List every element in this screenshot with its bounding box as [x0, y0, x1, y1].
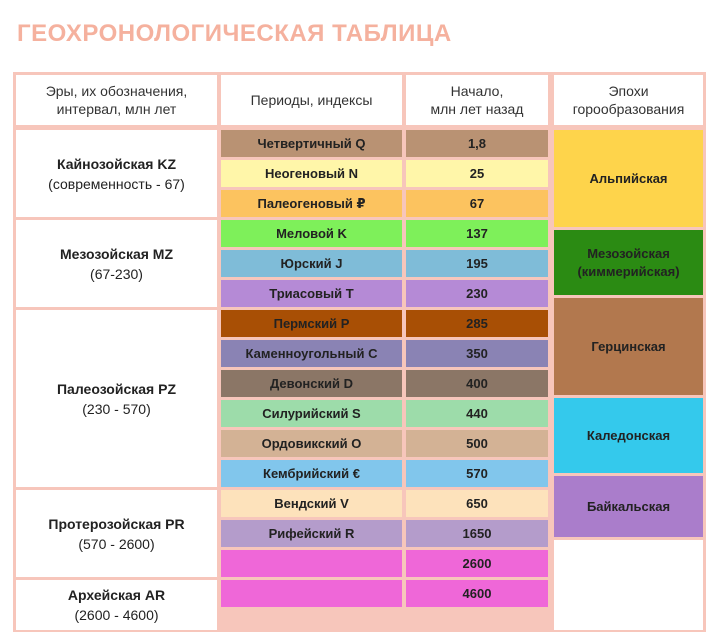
period-cell: Рифейский R: [221, 520, 402, 547]
period-start-cell: 1,8: [406, 130, 548, 157]
era-cell: [16, 310, 217, 487]
period-start-cell: 25: [406, 160, 548, 187]
era-range: (570 - 2600): [78, 535, 155, 552]
period-start-cell: 4600: [406, 580, 548, 607]
header-orogeny: Эпохи горообразования: [554, 75, 703, 125]
orogeny-cell: Герцинская: [554, 298, 703, 395]
era-cell: [16, 490, 217, 577]
period-cell: [221, 550, 402, 577]
orogeny-cell: [554, 540, 703, 630]
period-cell: Палеогеновый ₽: [221, 190, 402, 217]
period-cell: Вендский V: [221, 490, 402, 517]
era-cell: [16, 220, 217, 307]
period-cell: Неогеновый N: [221, 160, 402, 187]
period-cell: Меловой K: [221, 220, 402, 247]
era-range: (67-230): [90, 265, 143, 282]
page-title: ГЕОХРОНОЛОГИЧЕСКАЯ ТАБЛИЦА: [17, 20, 452, 47]
period-start-cell: 67: [406, 190, 548, 217]
period-cell: Силурийский S: [221, 400, 402, 427]
era-range: (2600 - 4600): [74, 607, 159, 623]
period-cell: Каменноугольный C: [221, 340, 402, 367]
period-start-cell: 285: [406, 310, 548, 337]
period-cell: Пермский P: [221, 310, 402, 337]
period-cell: Юрский J: [221, 250, 402, 277]
period-start-cell: 650: [406, 490, 548, 517]
header-start: Начало, млн лет назад: [406, 75, 548, 125]
era-cell: [16, 580, 217, 630]
era-name: Архейская AR: [67, 587, 166, 603]
era-cell: [16, 130, 217, 217]
header-periods: Периоды, индексы: [221, 75, 402, 125]
period-start-cell: 195: [406, 250, 548, 277]
period-start-cell: 230: [406, 280, 548, 307]
orogeny-cell: Каледонская: [554, 398, 703, 473]
header-eras: Эры, их обозначения, интервал, млн лет: [16, 75, 217, 125]
period-cell: Ордовикский O: [221, 430, 402, 457]
period-start-cell: 440: [406, 400, 548, 427]
era-name: Кайнозойская KZ: [57, 155, 176, 172]
period-start-cell: 2600: [406, 550, 548, 577]
orogeny-cell: Мезозойская (киммерийская): [554, 230, 703, 295]
period-cell: Триасовый T: [221, 280, 402, 307]
period-start-cell: 137: [406, 220, 548, 247]
period-start-cell: 400: [406, 370, 548, 397]
period-cell: Четвертичный Q: [221, 130, 402, 157]
period-start-cell: 500: [406, 430, 548, 457]
orogeny-cell: Байкальская: [554, 476, 703, 537]
era-name: Протерозойская PR: [48, 515, 185, 532]
period-cell: Девонский D: [221, 370, 402, 397]
era-name: Палеозойская PZ: [56, 380, 176, 397]
period-start-cell: 570: [406, 460, 548, 487]
period-start-cell: 1650: [406, 520, 548, 547]
period-cell: [221, 580, 402, 607]
period-start-cell: 350: [406, 340, 548, 367]
era-name: Мезозойская MZ: [59, 245, 174, 262]
era-range: (230 - 570): [82, 400, 151, 417]
period-cell: Кембрийский €: [221, 460, 402, 487]
era-range: (современность - 67): [48, 175, 185, 192]
orogeny-cell: Альпийская: [554, 130, 703, 227]
